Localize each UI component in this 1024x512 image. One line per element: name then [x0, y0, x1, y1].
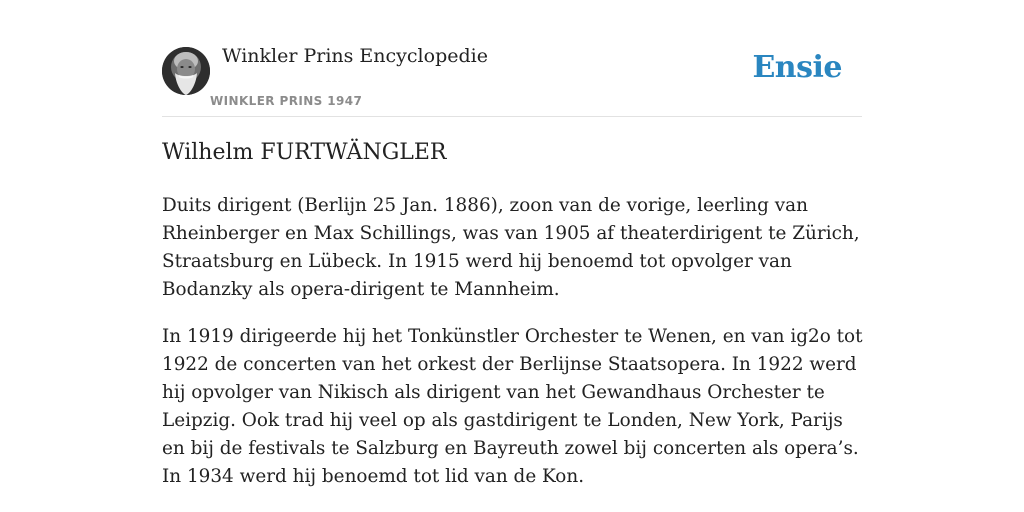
publication-avatar[interactable]: [162, 47, 210, 95]
bearded-man-portrait-icon: [162, 47, 210, 95]
article-title: Wilhelm FURTWÄNGLER: [162, 140, 447, 165]
publication-subtitle: WINKLER PRINS 1947: [210, 94, 363, 108]
article-paragraph: Duits dirigent (Berlijn 25 Jan. 1886), zoon van de vorige, leerling van Rheinberger en Max Schillings, was van 1905 af theaterdirigent te Zürich, Straatsburg en Lübeck. In 1915 werd hij benoemd tot opvolger van Bodanzky als opera-dirigent te Mannheim.: [162, 195, 860, 300]
publication-header: [162, 0, 862, 117]
article-paragraph: In 1919 dirigeerde hij het Tonkünstler Orchester te Wenen, en van ig2o tot 1922 de concerten van het orkest der Berlijnse Staatsopera. In 1922 werd hij opvolger van Nikisch als dirigent van het Gewandhaus Orchester te Leipzig. Ook trad hij veel op als gastdirigent te Londen, New York, Parijs en bij de festivals te Salzburg en Bayreuth zowel bij concerten als opera’s. In 1934 werd hij benoemd tot lid van de Kon.: [162, 326, 863, 487]
publication-title-link[interactable]: Winkler Prins Encyclopedie: [222, 45, 488, 67]
content-container: [162, 0, 863, 487]
article-body: [162, 192, 866, 510]
ensie-logo-link[interactable]: Ensie: [752, 50, 842, 85]
